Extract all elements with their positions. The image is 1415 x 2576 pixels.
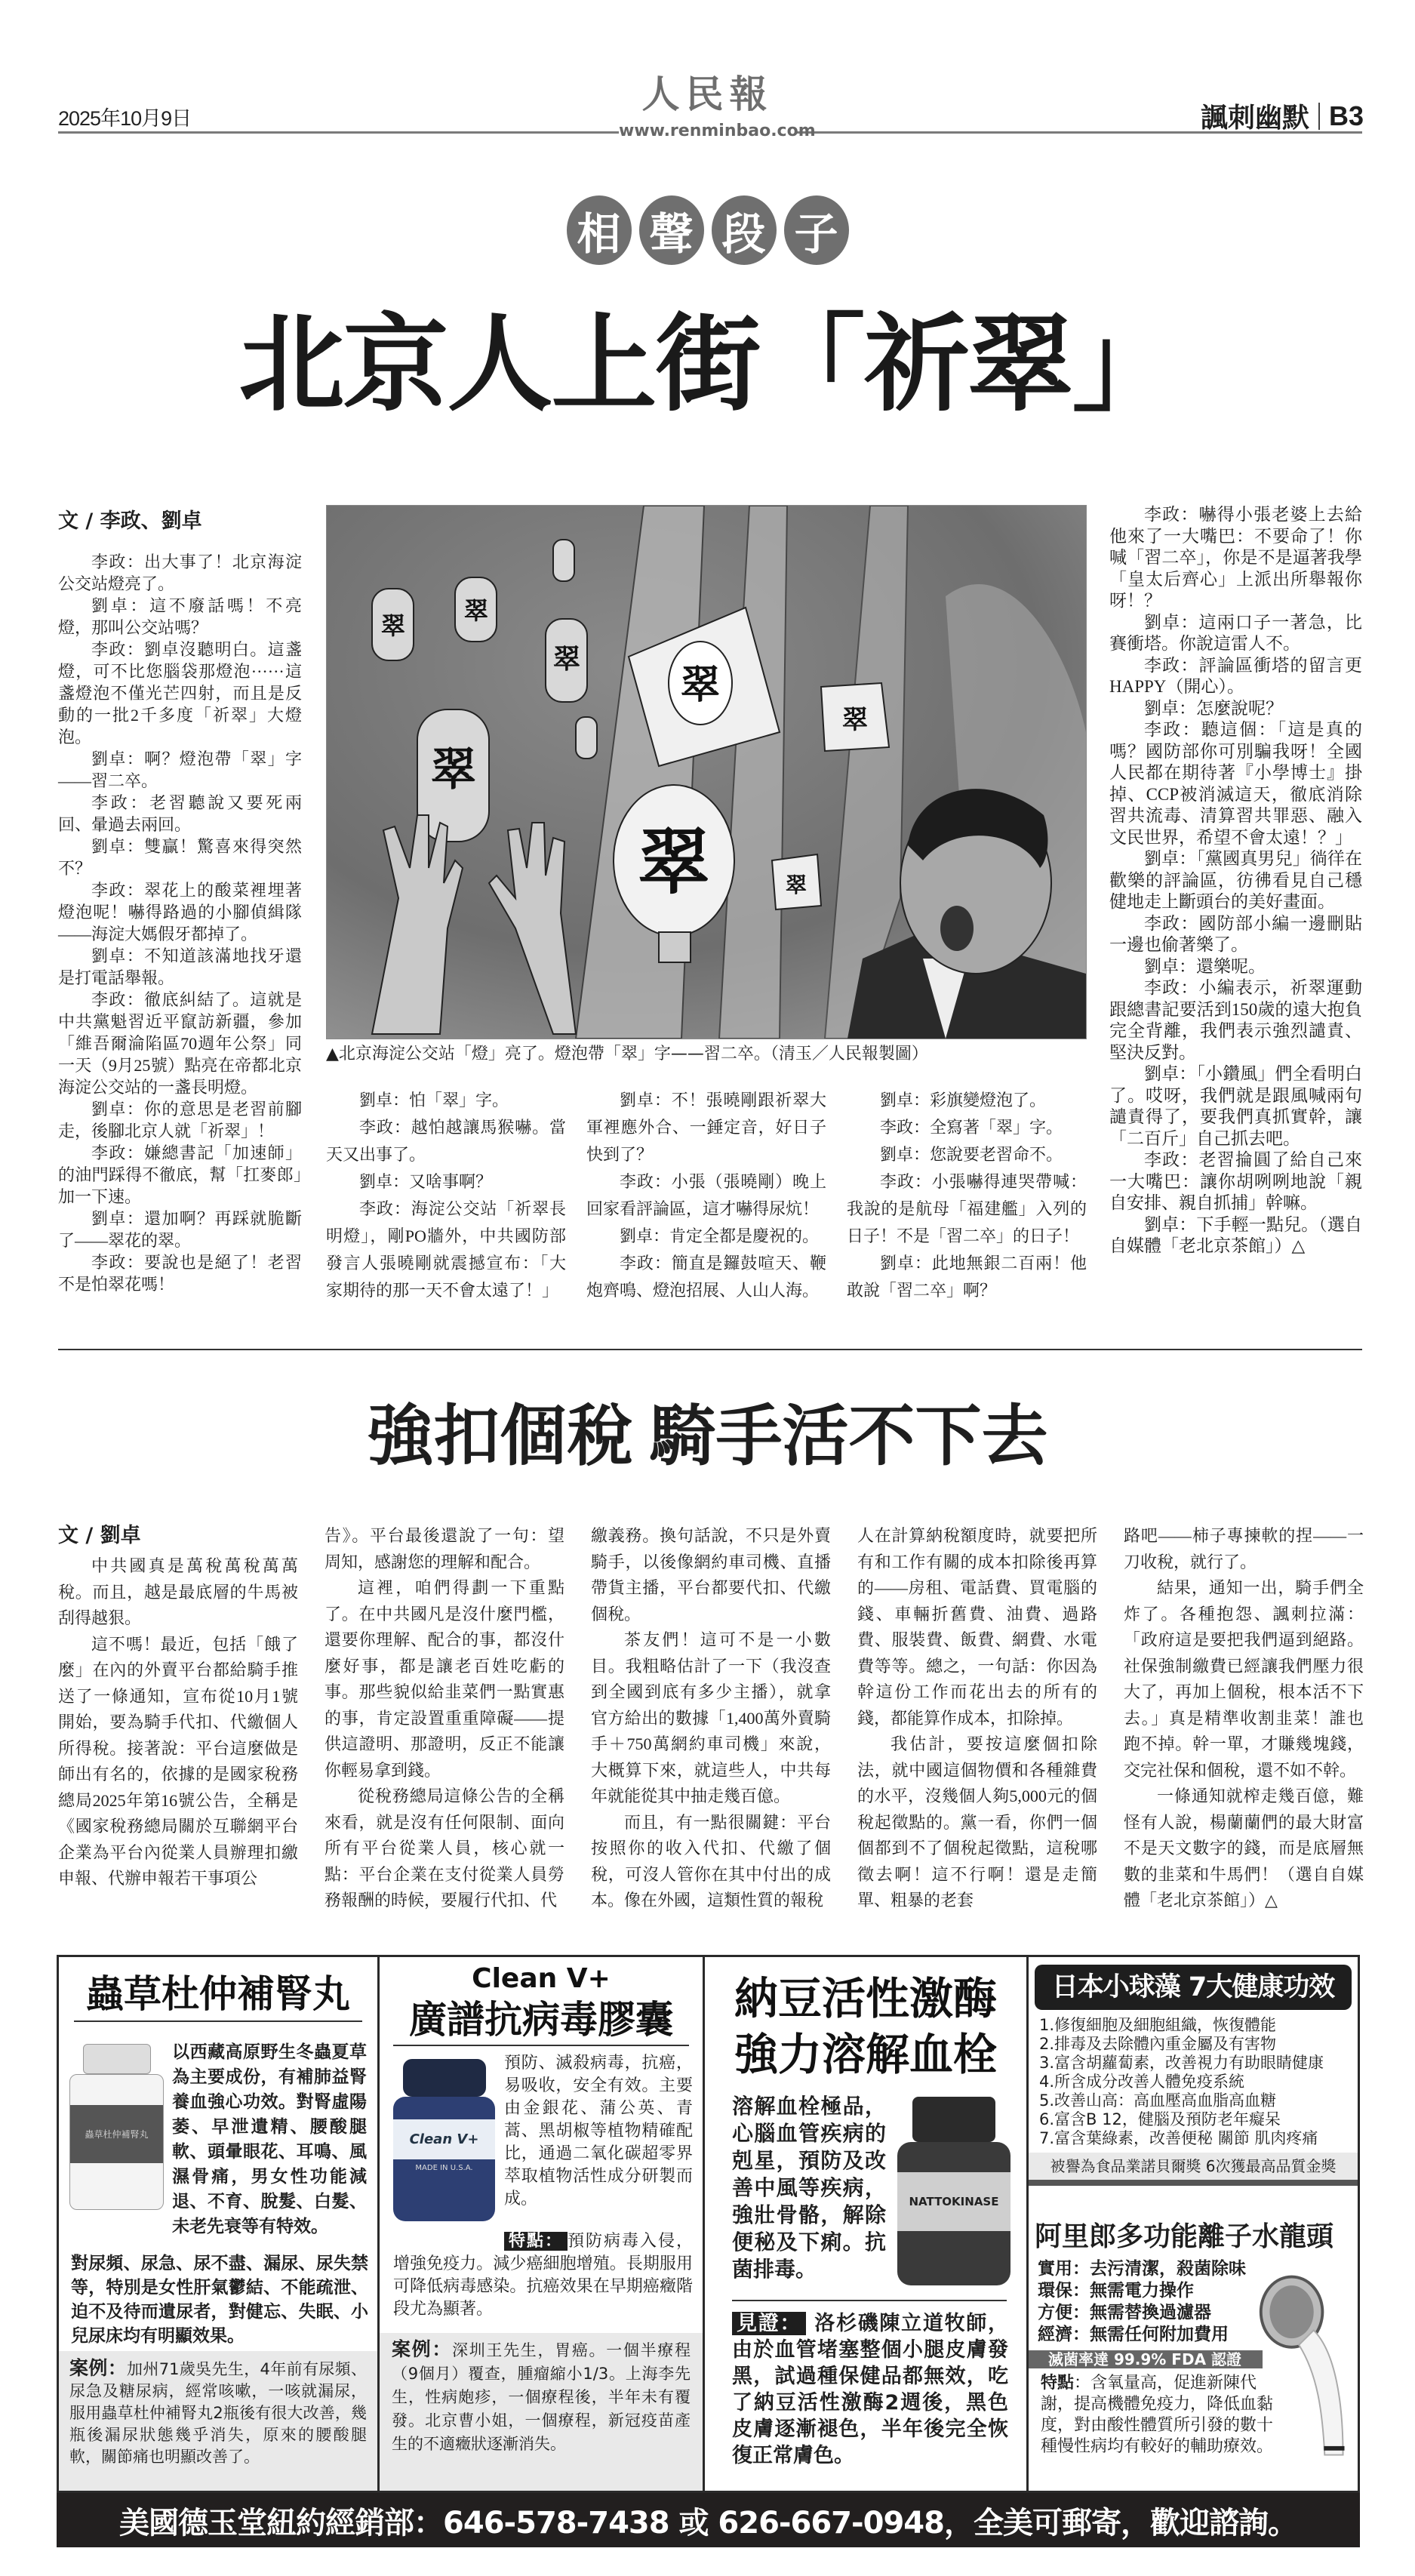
paragraph: 而且，有一點很關鍵：平台按照你的收入代扣、代繳了個稅，可沒人管你在其中付出的成本。像在外國，這類性質的報稅 [591, 1812, 831, 1910]
bottle-label: NATTOKINASE [897, 2172, 1010, 2231]
ad-title: 阿里郎多功能離子水龍頭 [1035, 2221, 1334, 2252]
spec-item: 實用：去污清潔，殺菌除味 [1038, 2259, 1246, 2279]
paragraph: 李政：越怕越讓馬猴嚇。當天又出事了。 [326, 1118, 566, 1164]
paragraph: 李政：嚇得小張老婆上去給他來了一大嘴巴：不要命了！你喊「習二卒」，你是不是逼著我學「皇太后齊心」上派出所舉報你呀！？ [1109, 505, 1362, 610]
paragraph: 我估計，要按這麼個扣除法，就中國這個物價和各種雜費的水平，沒幾個人夠5,000元的個稅起徵點的。黨一看，你們一個個都到不了個稅起徵點，這稅哪徵去啊！這不行啊！還是走簡單、粗暴的老套 [857, 1734, 1097, 1910]
paragraph: 劉卓：啊？燈泡帶「翠」字——習二卒。 [58, 749, 302, 790]
bottle-label: Clean V+ [393, 2119, 495, 2159]
paragraph: 李政：出大事了！北京海淀公交站燈亮了。 [58, 552, 302, 593]
paragraph: 李政：劉卓沒聽明白。這盞燈，可不比您腦袋那燈泡······這盞燈泡不僅光芒四射，而且是反動的一批2千多度「祈翠」大燈泡。 [58, 640, 302, 746]
feature-text: 預防病毒入侵，增強免疫力。減少癌細胞增殖。長期服用可降低病毒感染。抗癌效果在早期癌癥階段尤為顯著。 [393, 2232, 693, 2319]
column-badge [0, 195, 1415, 265]
shower-head-image [1255, 2269, 1358, 2465]
badge-char: 聲 [639, 195, 704, 265]
badge-char: 相 [567, 195, 632, 265]
ad-witness [732, 2310, 1008, 2469]
paragraph: 劉卓：怕「翠」字。 [359, 1091, 509, 1109]
fda-bar: 滅菌率達 99.9% FDA 認證 [1029, 2350, 1263, 2368]
ad-title: 蟲草杜仲補腎丸 [74, 1968, 362, 2022]
article-column [847, 1087, 1087, 1304]
case-text: 深圳王先生，胃癌。一個半療程（9個月）覆查，腫瘤縮小1/3。上海李先生，性病皰疹，一個療程後，半年未有覆發。北京曹小姐，一個療程，新冠疫苗產生的不適癥狀逐漸消失。 [392, 2341, 691, 2453]
divider [1318, 103, 1320, 130]
ad-faucet[interactable] [1029, 2216, 1358, 2491]
paragraph: 從稅務總局這條公告的全稱來看，就是沒有任何限制、面向所有平台從業人員，核心就一點：平台企業在支付從業人員勞務報酬的時候，要履行代扣、代 [325, 1787, 564, 1910]
article-column [1124, 1523, 1364, 1914]
award-bar: 被譽為食品業諾貝爾獎 6次獲最高品質金獎 [1029, 2153, 1358, 2180]
site-url[interactable]: www.renminbao.com [619, 122, 816, 140]
article-column [586, 1087, 826, 1304]
ad-feature [393, 2230, 693, 2321]
paragraph: 繳義務。換句話說，不只是外賣騎手，以後像網約車司機、直播帶貨主播，平台都要代扣、代繳個稅。 [591, 1526, 831, 1623]
product-bottle-image [69, 2044, 164, 2214]
paragraph: 李政：小張（張曉剛）晚上回家看評論區，這才嚇得尿炕！ [586, 1172, 826, 1218]
paragraph: 李政：小張嚇得連哭帶喊：我說的是航母「福建艦」入列的日子！不是「習二卒」的日子！ [847, 1172, 1087, 1245]
paragraph: 劉卓：還樂呢。 [1144, 956, 1266, 976]
ad-description: 溶解血栓極品，心腦血管疾病的剋星，預防及改善中風等疾病，強壯骨骼，解除便秘及下痢。抗菌排毒。 [732, 2094, 886, 2282]
paragraph: 劉卓：您說要老習命不。 [880, 1145, 1063, 1164]
paragraph: 人在計算納稅額度時，就要把所有和工作有關的成本扣除後再算的——房租、電話費、買電腦的錢、車輛折舊費、油費、過路費、服裝費、飯費、網費、水電費等等。總之，一句話：你因為幹這份工作而花出去的所有的錢，都能算作成本，扣除掉。 [857, 1526, 1097, 1728]
feature-tag: 特點 [1041, 2374, 1075, 2393]
product-bottle-image [393, 2059, 495, 2225]
article-title: 強扣個稅 騎手活不下去 [367, 1401, 1048, 1474]
article-column [58, 1553, 298, 1892]
paragraph: 劉卓：怎麼說呢？ [1144, 698, 1283, 718]
spec-item: 方便：無需替換過濾器 [1038, 2303, 1211, 2322]
badge-char: 子 [784, 195, 849, 265]
benefit-item: 1.修復細胞及細胞組織，恢復體能 [1039, 2016, 1277, 2034]
cartoon-illustration [326, 505, 1087, 1039]
page-number: B3 [1328, 100, 1364, 131]
paragraph: 茶友們！這可不是一小數目。我粗略估計了一下（我沒查到全國到底有多少主播），就拿官方給出的數據「1,400萬外賣騎手＋750萬網約車司機」來說，大概算下來，就這些人，中共每年就能從其中抽走幾百億。 [591, 1630, 831, 1805]
section-name: 諷刺幽默 [1200, 102, 1309, 133]
benefit-item: 3.富含胡蘿蔔素，改善視力有助眼睛健康 [1039, 2054, 1324, 2072]
bulb-glyph: 翠 [638, 823, 710, 903]
paragraph: 劉卓：又啥事啊？ [359, 1172, 493, 1191]
advertisement-block [57, 1955, 1360, 2493]
bottle-label: 蟲草杜仲補腎丸 [70, 2105, 163, 2163]
paragraph: 路吧——柿子專揀軟的捏——一刀收稅，就行了。 [1124, 1526, 1364, 1571]
ad-description: 對尿頻、尿急、尿不盡、漏尿、尿失禁等，特別是女性肝氣鬱結、不能疏泄、迫不及待而遺尿者，對健忘、失眠、小兒尿床均有明顯效果。 [71, 2254, 368, 2346]
lantern-glyph: 翠 [552, 643, 581, 675]
article-title: 北京人上街「祈翠」 [238, 307, 1177, 424]
paragraph: 劉卓：「小鑽風」們全看明白了。哎呀，我們就是跟風喊兩句譴責得了，要我們真抓實幹，讓「二百斤」自己抓去吧。 [1109, 1064, 1362, 1148]
paragraph: 劉卓：雙贏！驚喜來得突然不？ [58, 837, 302, 878]
feature-tag: 特點： [504, 2232, 568, 2251]
paragraph: 告》。平台最後還說了一句：望周知，感謝您的理解和配合。 [325, 1526, 564, 1571]
ad-description: 預防、滅殺病毒，抗癌，易吸收，安全有效。主要由金銀花、蒲公英、青蒿、黑胡椒等植物精確配比，通過二氧化碳超零界萃取植物活性成分研製而成。 [504, 2054, 693, 2208]
article-column [1109, 504, 1362, 1257]
ad-description: 以西藏高原野生冬蟲夏草為主要成份，有補肺益腎養血強心功效。對腎虛陽萎、早泄遺精、腰酸腿軟、頭暈眼花、耳鳴、風濕骨痛，男女性功能減退、不育、脫髮、白髮、未老先衰等有特效。 [172, 2042, 367, 2236]
ad-clean-v[interactable] [380, 1957, 703, 2491]
spec-item: 環保：無需電力操作 [1038, 2281, 1194, 2301]
bulb-glyph: 翠 [785, 874, 807, 897]
lantern [553, 540, 574, 581]
issue-date: 2025年10月9日 [58, 107, 192, 130]
paragraph: 這不嗎！最近，包括「餓了麼」在內的外賣平台都給騎手推送了一條通知，宣布從10月1號開始，要為騎手代扣、代繳個人所得稅。接著說：平台這麼做是師出有名的，依據的是國家稅務總局2025年第16號公告，全稱是《國家稅務總局關於互聯網平台企業為平台內從業人員辦理扣繳申報、代辦申報若干事項公 [58, 1634, 298, 1888]
bottle-origin: MADE IN U.S.A. [415, 2164, 473, 2172]
benefit-item: 2.排毒及去除體內重金屬及有害物 [1039, 2035, 1277, 2053]
lantern-glyph: 翠 [431, 743, 476, 796]
image-caption: ▲北京海淀公交站「燈」亮了。燈泡帶「翠」字——習二卒。（清玉／人民報製圖） [326, 1045, 928, 1063]
paragraph: 結果，通知一出，騎手們全炸了。各種抱怨、諷刺拉滿：「政府這是要把我們逼到絕路。社保強制繳費已經讓我們壓力很大了，再加上個稅，根本活不下去。」真是精準收割韭菜！誰也跑不掉。幹一單，才賺幾塊錢，交完社保和個稅，還不如不幹。 [1124, 1578, 1364, 1780]
article-column [591, 1523, 831, 1914]
paragraph: 李政：要說也是絕了！老習不是怕翠花嗎！ [58, 1253, 302, 1294]
paragraph: 劉卓：下手輕一點兒。（選自自媒體「老北京茶館」）△ [1109, 1214, 1362, 1255]
bulb-glyph: 翠 [680, 664, 721, 707]
benefit-item: 5.改善山高：高血壓高血脂高血糖 [1039, 2091, 1277, 2110]
distributor-banner: 美國德玉堂紐約經銷部：646-578-7438 或 626-667-0948，全美可郵寄，歡迎諮詢。 [57, 2493, 1360, 2547]
lantern [576, 717, 597, 759]
divider [732, 2300, 1007, 2301]
witness-tag: 見證： [732, 2312, 806, 2335]
ad-feature [1029, 2368, 1282, 2458]
spec-item: 經濟：無需任何附加費用 [1038, 2325, 1229, 2344]
paragraph: 劉卓：不！張曉剛跟祈翠大軍裡應外合、一錘定音，好日子快到了？ [586, 1091, 826, 1164]
article-column [58, 551, 302, 1295]
ad-nattokinase[interactable] [705, 1957, 1026, 2491]
paragraph: 李政：國防部小編一邊刪貼一邊也偷著樂了。 [1109, 913, 1362, 954]
ad-brand: Clean V+ [472, 1963, 611, 1994]
paragraph: 李政：徹底糾結了。這就是中共黨魁習近平竄訪新疆，參加「維吾爾淪陷區70週年公祭」同一天（9月25號）點亮在帝都北京海淀公交站的一盞長明燈。 [58, 990, 302, 1097]
paragraph: 李政：小編表示，祈翠運動跟總書記要活到150歲的遠大抱負完全背離，我們表示強烈譴責、堅決反對。 [1109, 978, 1362, 1062]
article-byline: 文 / 李政、劉卓 [58, 509, 202, 533]
paragraph: 李政：嫌總書記「加速師」的油門踩得不徹底，幫「扛麥郎」加一下速。 [58, 1143, 302, 1206]
cartoon-svg [327, 506, 1086, 1039]
witness-text: 洛杉磯陳立道牧師，由於血管堵塞整個小腿皮膚發黑，試過種保健品都無效，吃了納豆活性激酶2週後，黑色皮膚逐漸褪色，半年後完全恢復正常膚色。 [732, 2312, 1009, 2467]
section-header [1201, 97, 1364, 135]
ad-chlorella[interactable] [1029, 1957, 1358, 2214]
ad-title: 日本小球藻 7大健康功效 [1035, 1965, 1352, 2010]
ad-title: 廣譜抗病毒膠囊 [393, 1995, 689, 2046]
paragraph: 李政：老習聽說又要死兩回、暈過去兩回。 [58, 793, 302, 834]
benefit-list [1029, 2010, 1358, 2148]
paragraph: 劉卓：彩旗變燈泡了。 [880, 1091, 1047, 1109]
lantern-glyph: 翠 [463, 596, 489, 625]
paragraph: 劉卓：這不廢話嗎！不亮燈，那叫公交站嗎？ [58, 596, 302, 637]
paragraph: 劉卓：你的意思是老習前腳走，後腳北京人就「祈翠」！ [58, 1100, 302, 1140]
benefit-item: 7.富含葉綠素，改善便秘 關節 肌肉疼痛 [1039, 2129, 1318, 2147]
paragraph: 李政：海淀公交站「祈翠長明燈」，剛PO牆外，中共國防部發言人張曉剛就震撼宣布：「大家期待的那一天不會太遠了！」 [326, 1199, 566, 1300]
paragraph: 這裡，咱們得劃一下重點了。在中共國凡是沒什麼門檻，還要你理解、配合的事，都沒什麼好事，都是讓老百姓吃虧的事。那些貌似給韭菜們一點實惠的事，肯定設置重重障礙——提供這證明、那證明，反正不能讓你輕易拿到錢。 [325, 1578, 564, 1780]
paragraph: 李政：評論區衝塔的留言更HAPPY（開心）。 [1109, 655, 1362, 696]
ad-cordyceps[interactable] [59, 1957, 377, 2491]
case-text: 加州71歲吳先生，4年前有尿頻、尿急及糖尿病，經常咳嗽，一咳就漏尿，服用蟲草杜仲補腎丸2瓶後有很大改善，幾瓶後漏尿狀態幾乎消失，原來的腰酸腿軟，關節痛也明顯改善了。 [69, 2360, 367, 2466]
lantern-glyph: 翠 [380, 611, 406, 640]
ad-case-box [59, 2351, 377, 2491]
divider [1029, 2180, 1358, 2186]
feature-text: ：含氧量高，促進新陳代謝，提高機體免疫力，降低血黏度，對由酸性體質所引發的數十種慢性病均有較好的輔助療效。 [1041, 2374, 1274, 2456]
paragraph: 中共國真是萬稅萬稅萬萬稅。而且，越是最底層的牛馬被刮得越狠。 [58, 1556, 298, 1627]
article-column [857, 1523, 1097, 1914]
paragraph: 劉卓：不知道該滿地找牙還是打電話舉報。 [58, 946, 302, 987]
ad-title-line: 強力溶解血栓 [734, 2029, 997, 2080]
article-byline: 文 / 劉卓 [58, 1524, 141, 1547]
paragraph: 李政：翠花上的酸菜裡埋著燈泡呢！嚇得路過的小腳偵緝隊——海淀大媽假牙都掉了。 [58, 881, 302, 943]
paragraph: 劉卓：此地無銀二百兩！他敢說「習二卒」啊？ [847, 1254, 1087, 1300]
article-separator [58, 1349, 1362, 1350]
badge-char: 段 [712, 195, 777, 265]
paragraph: 劉卓：「黨國真男兒」徜徉在歡樂的評論區，彷彿看見自己穩健地走上斷頭台的美好畫面。 [1109, 849, 1362, 911]
paragraph: 一條通知就榨走幾百億，難怪有人說，楊蘭蘭們的最大財富不是天文數字的錢，而是底層無數的韭菜和牛馬們！（選自自媒體「老北京茶館」）△ [1124, 1787, 1364, 1910]
paragraph: 李政：老習掄圓了給自己來一大嘴巴：讓你胡咧咧地說「親自安排、親自抓捕」幹嘛。 [1109, 1150, 1362, 1212]
benefit-item: 4.所含成分改善人體免疫系統 [1039, 2073, 1245, 2091]
masthead-logo: 人民報 [641, 72, 774, 116]
paragraph: 李政：全寫著「翠」字。 [880, 1118, 1063, 1137]
paragraph: 李政：簡直是鑼鼓喧天、鞭炮齊鳴、燈泡招展、人山人海。 [586, 1254, 826, 1300]
product-bottle-image [897, 2097, 1010, 2289]
paragraph: 李政：聽這個：「這是真的嗎？國防部你可別騙我呀！全國人民都在期待著『小學博士』掛掉、CCP被消滅這天，徹底消除習共流毒、清算習共罪惡、融入文民世界，希望不會太遠！？」 [1109, 720, 1362, 847]
article-column [326, 1087, 566, 1304]
article-column [325, 1523, 564, 1914]
benefit-item: 6.富含B 12，健腦及預防老年癡呆 [1039, 2110, 1281, 2128]
paragraph: 劉卓：肯定全都是慶祝的。 [620, 1226, 820, 1245]
case-label: 案例： [69, 2357, 128, 2379]
paragraph: 劉卓：這兩口子一著急，比賽衝塔。你說這雷人不。 [1109, 612, 1362, 653]
case-label: 案例： [392, 2338, 453, 2360]
ad-case-box [380, 2333, 703, 2491]
paragraph: 劉卓：還加啊？再踩就脆斷了——翠花的翠。 [58, 1209, 302, 1250]
bulb-glyph: 翠 [842, 706, 868, 734]
ad-title-line: 納豆活性激酶 [734, 1973, 997, 2024]
